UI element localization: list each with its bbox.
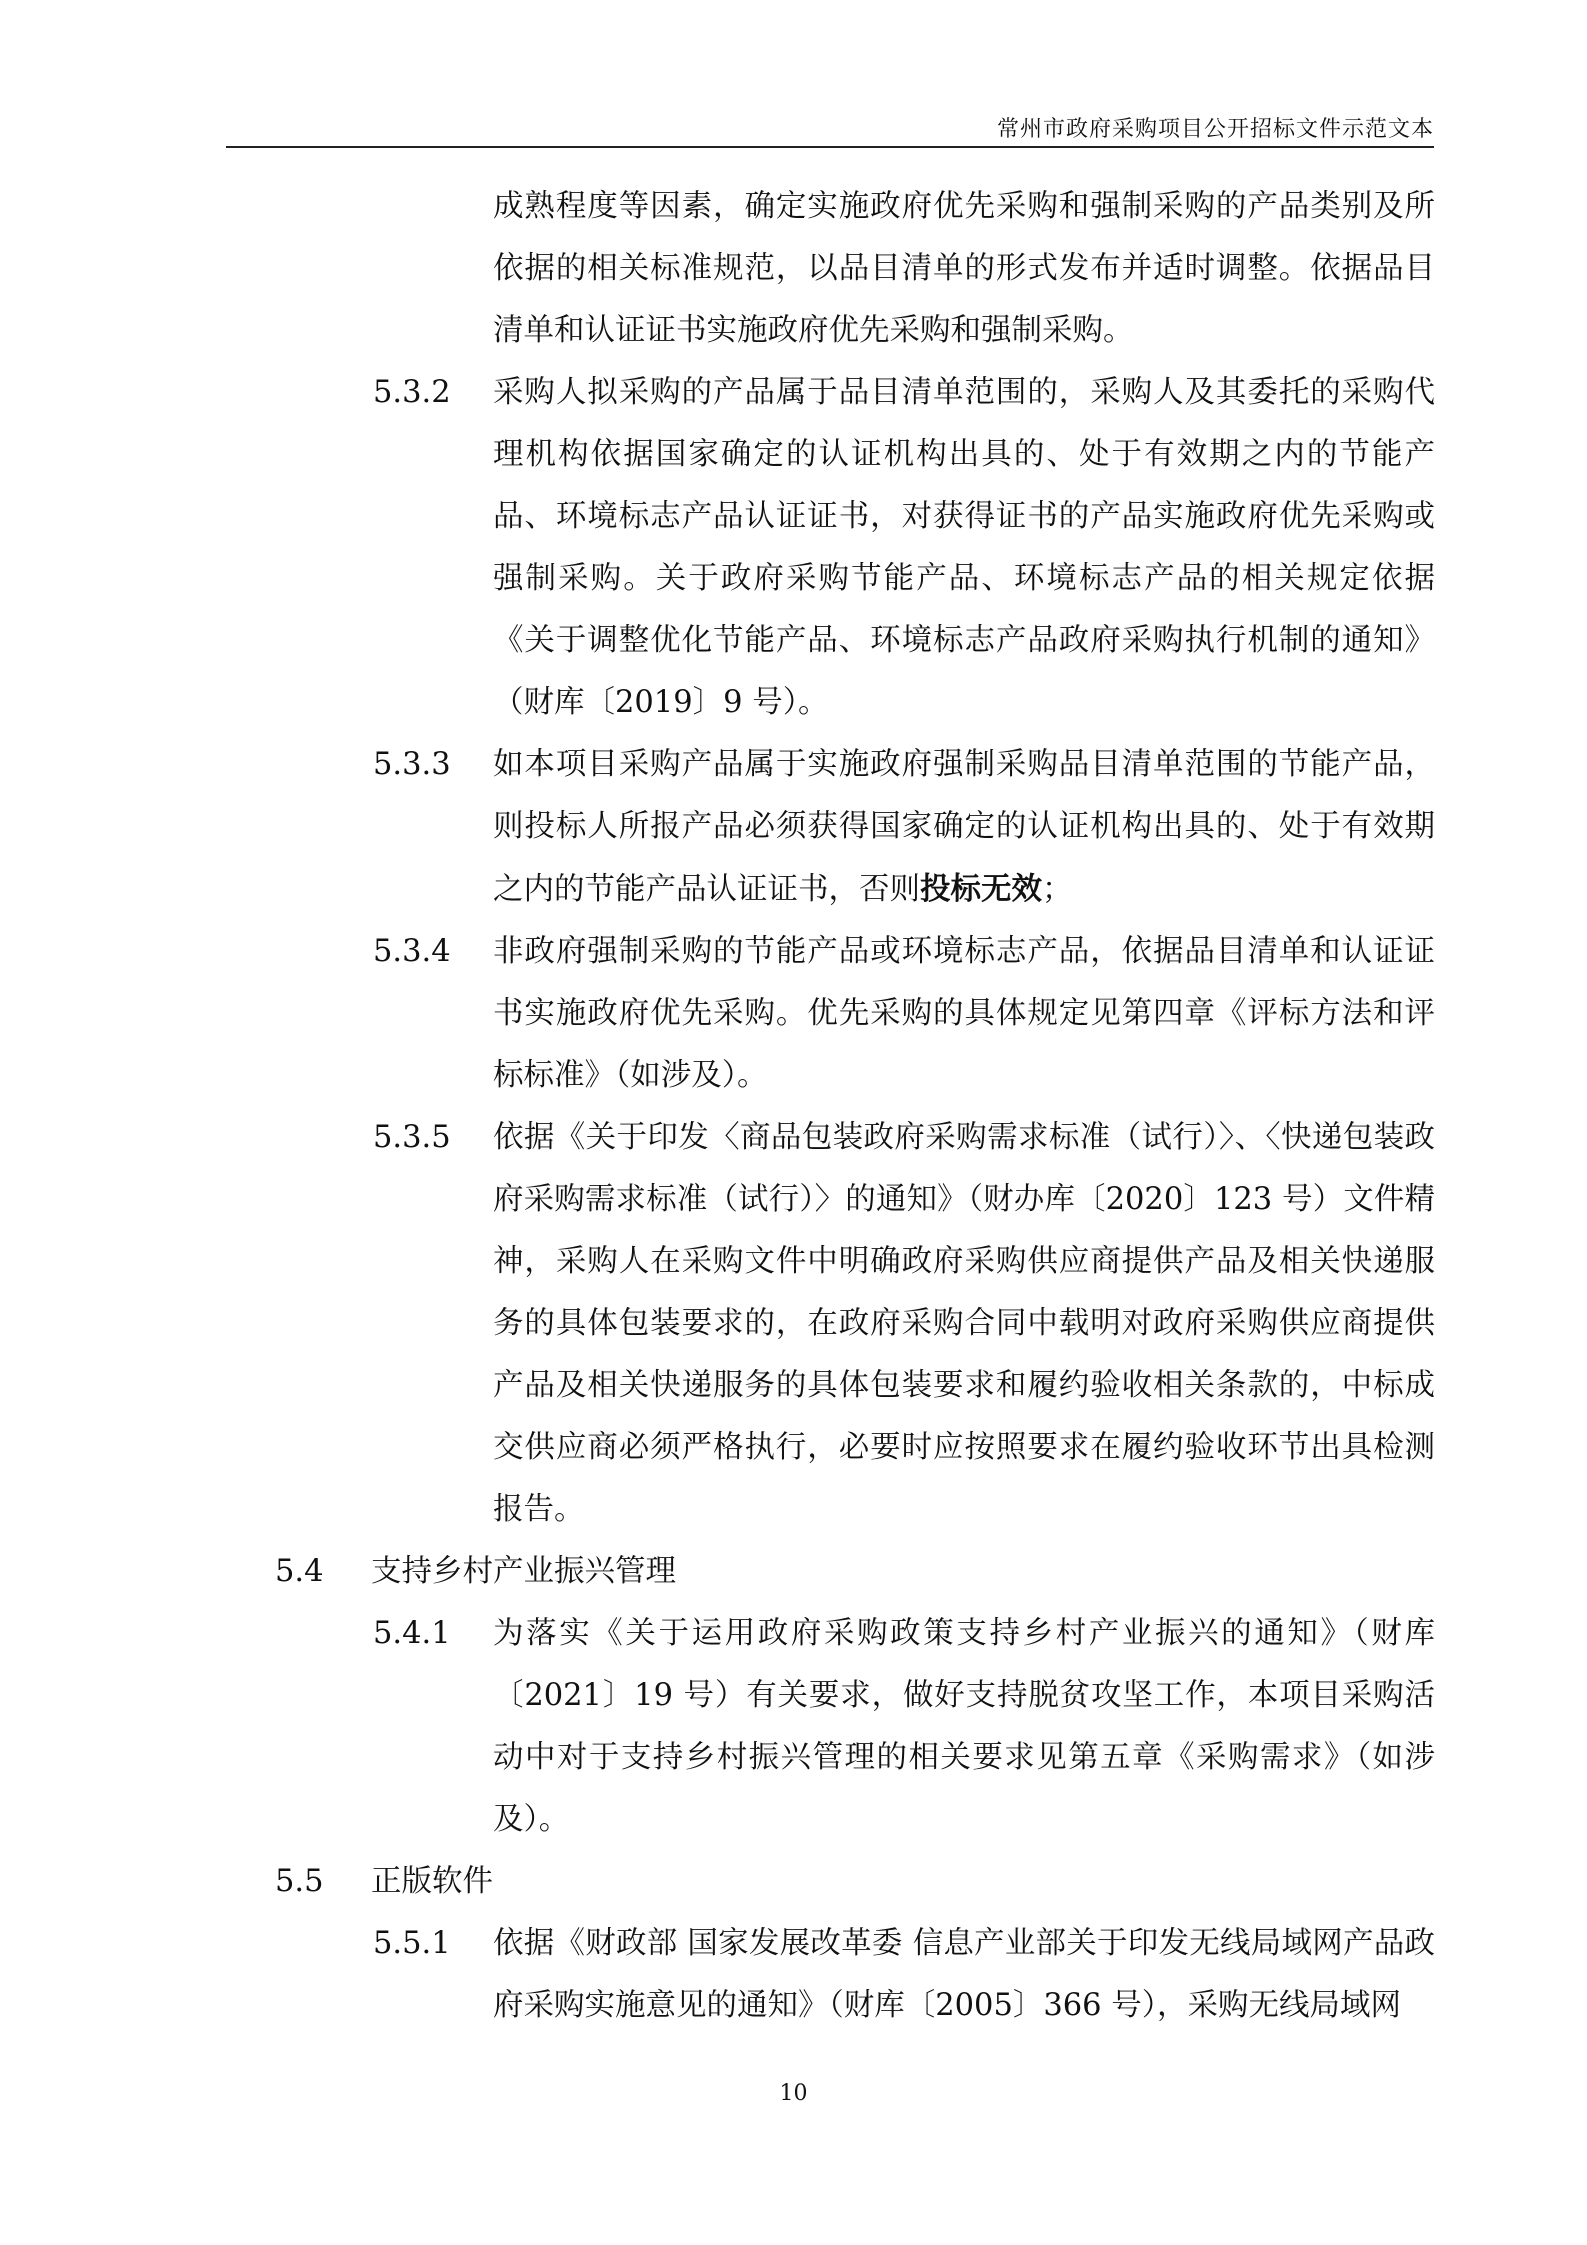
clause-number: 5.5.1 bbox=[373, 1926, 451, 1961]
clause-5-3-5 bbox=[373, 1107, 1435, 1541]
clause-number: 5.3.5 bbox=[373, 1120, 451, 1155]
document-header-title: 常州市政府采购项目公开招标文件示范文本 bbox=[996, 117, 1434, 142]
section-title: 正版软件 bbox=[371, 1864, 493, 1899]
page-body bbox=[275, 176, 1435, 2037]
clause-5-3-2 bbox=[373, 362, 1435, 734]
header-divider bbox=[226, 146, 1434, 148]
section-number: 5.4 bbox=[275, 1554, 324, 1589]
clause-text-tail: ； bbox=[1042, 872, 1073, 907]
clause-5-4-1 bbox=[373, 1603, 1435, 1851]
clause-text: 依据《关于印发〈商品包装政府采购需求标准（试行）〉、〈快递包装政府采购需求标准（试行）〉的通知》（财办库〔2020〕123 号）文件精神，采购人在采购文件中明确政府采购供应商提供产品及相关快递服务的具体包装要求的，在政府采购合同中载明对政府采购供应商提供产品及相关快递服务的具体包装要求和履约验收相关条款的，中标成交供应商必须严格执行，必要时应按照要求在履约验收环节出具检测报告。 bbox=[493, 1120, 1435, 1527]
clause-5-3-4 bbox=[373, 921, 1435, 1107]
clause-text: 非政府强制采购的节能产品或环境标志产品，依据品目清单和认证证书实施政府优先采购。优先采购的具体规定见第四章《评标方法和评标标准》（如涉及）。 bbox=[493, 934, 1435, 1093]
clause-emphasis: 投标无效 bbox=[920, 871, 1042, 907]
clause-5-3-3 bbox=[373, 734, 1435, 921]
clause-text: 采购人拟采购的产品属于品目清单范围的，采购人及其委托的采购代理机构依据国家确定的认证机构出具的、处于有效期之内的节能产品、环境标志产品认证证书，对获得证书的产品实施政府优先采购或强制采购。关于政府采购节能产品、环境标志产品的相关规定依据《关于调整优化节能产品、环境标志产品政府采购执行机制的通知》（财库〔2019〕9 号）。 bbox=[493, 375, 1435, 720]
section-number: 5.5 bbox=[275, 1864, 324, 1899]
section-5-4-heading bbox=[275, 1541, 1435, 1603]
clause-number: 5.4.1 bbox=[373, 1616, 451, 1651]
clause-number: 5.3.2 bbox=[373, 375, 451, 410]
section-title: 支持乡村产业振兴管理 bbox=[371, 1554, 676, 1589]
clause-number: 5.3.4 bbox=[373, 934, 451, 969]
page-number: 10 bbox=[779, 2081, 808, 2106]
continued-paragraph: 成熟程度等因素，确定实施政府优先采购和强制采购的产品类别及所依据的相关标准规范，以品目清单的形式发布并适时调整。依据品目清单和认证证书实施政府优先采购和强制采购。 bbox=[493, 189, 1435, 348]
clause-5-5-1 bbox=[373, 1913, 1435, 2037]
clause-text: 依据《财政部 国家发展改革委 信息产业部关于印发无线局域网产品政府采购实施意见的通知》（财库〔2005〕366 号），采购无线局域网 bbox=[493, 1926, 1435, 2023]
section-5-5-heading bbox=[275, 1851, 1435, 1913]
clause-number: 5.3.3 bbox=[373, 747, 451, 782]
clause-text: 为落实《关于运用政府采购政策支持乡村产业振兴的通知》（财库〔2021〕19 号）有关要求，做好支持脱贫攻坚工作，本项目采购活动中对于支持乡村振兴管理的相关要求见第五章《采购需求》（如涉及）。 bbox=[493, 1616, 1435, 1837]
clause-text: 如本项目采购产品属于实施政府强制采购品目清单范围的节能产品，则投标人所报产品必须获得国家确定的认证机构出具的、处于有效期之内的节能产品认证证书，否则 bbox=[493, 747, 1435, 907]
